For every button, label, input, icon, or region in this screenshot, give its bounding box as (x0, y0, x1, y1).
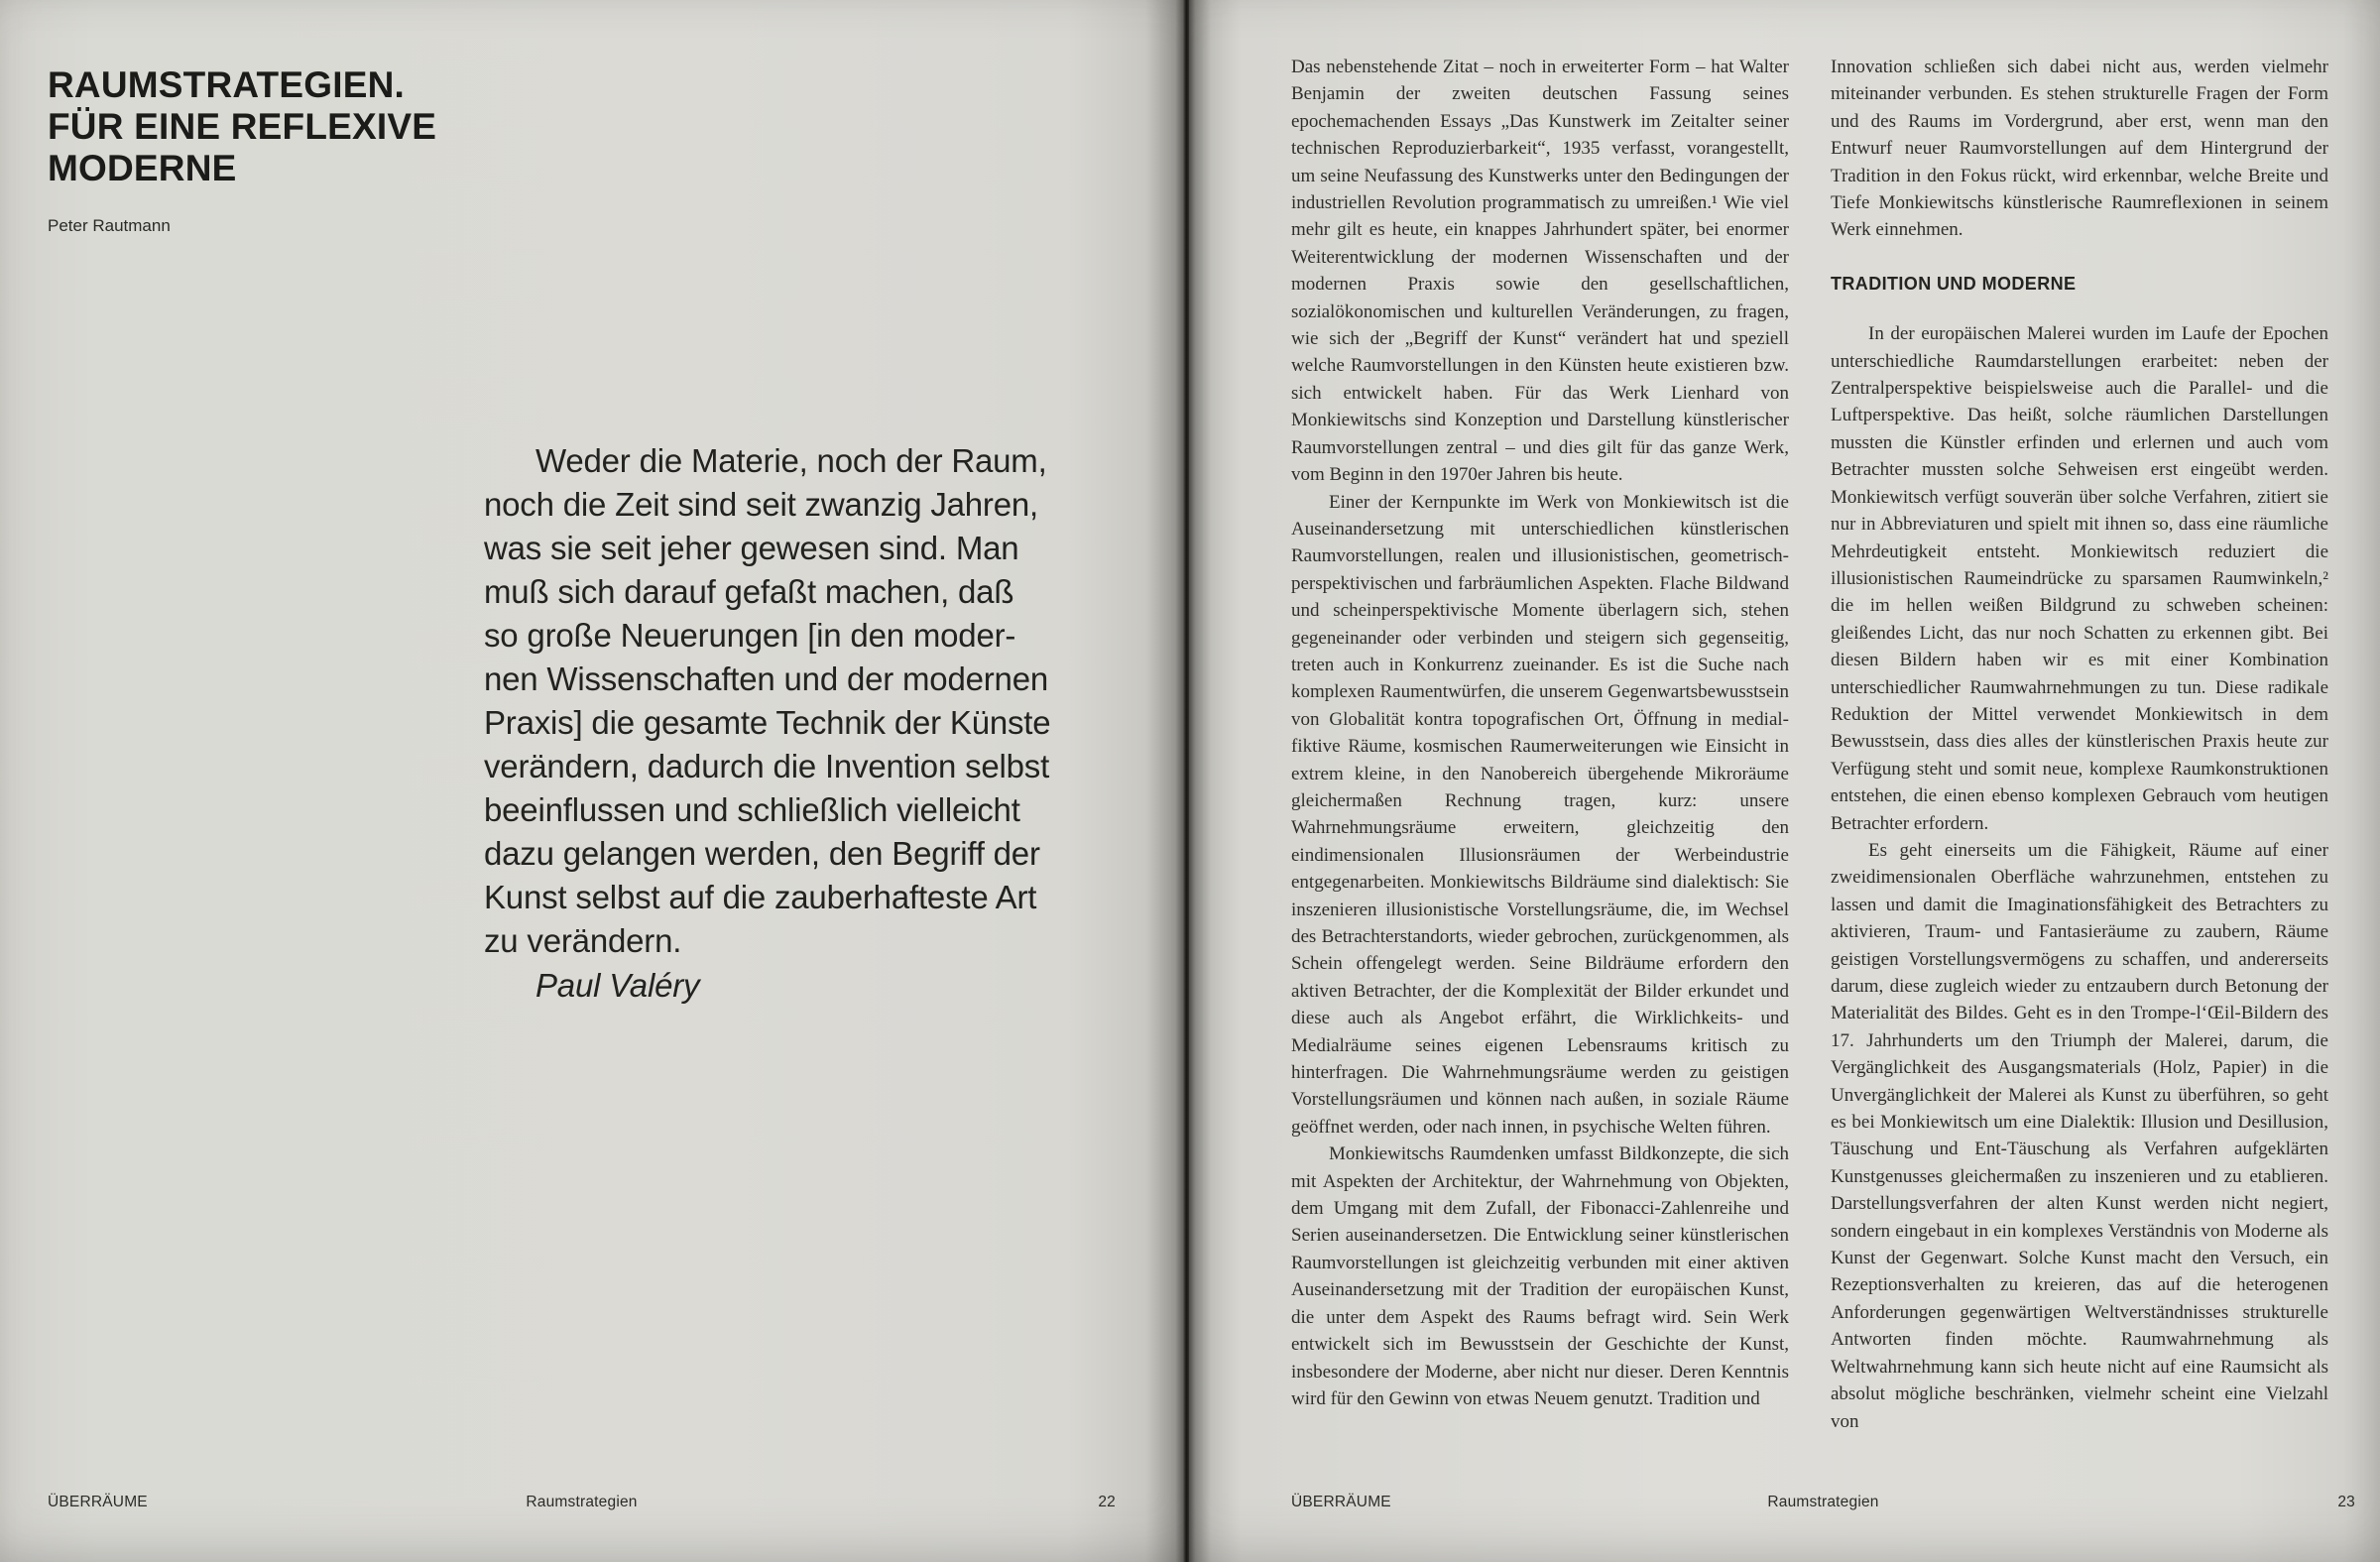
quote-line: was sie seit jeher gewesen sind. Man (484, 530, 1019, 566)
footer-section-label: ÜBERRÄUME (48, 1494, 148, 1510)
running-footer (48, 1494, 1116, 1513)
section-heading: TRADITION UND MODERNE (1831, 273, 2077, 294)
page-right (1187, 0, 2380, 1562)
body-paragraph: Das nebenstehende Zitat – noch in erweiterter Form – hat Walter Benjamin der zweiten deutschen Fassung seines epochemachenden Essays „Das Kunstwerk im Zeitalter seiner technischen Reproduzierbarkeit“, 1935 verfasst, vorangestellt, um seine Neufassung des Kunstwerks unter den Bedingungen der industriellen Revolution programmatisch zu umreißen.¹ Wie viel mehr gilt es heute, ein knappes Jahrhundert später, bei enormer Weiterentwicklung der modernen Wissenschaften und der modernen Praxis sowie den gesellschaftlichen, sozialökonomischen und kulturellen Veränderungen, zu fragen, wie sich der „Begriff der Kunst“ verändert hat und speziell welche Raumvorstellungen in den Künsten heute existieren bzw. sich entwickelt haben. Für das Werk Lienhard von Monkiewitschs sind Konzeption und Darstellung künstlerischer Raumvorstellungen zentral – und dies gilt für das ganze Werk, vom Beginn in den 1970er Jahren bis heute. (1291, 57, 1789, 486)
quote-line: beeinflussen und schließlich vielleicht (484, 791, 1020, 828)
text-column-2 (1831, 54, 2328, 1435)
quote-line: muß sich darauf gefaßt machen, daß (484, 573, 1014, 610)
body-paragraph: Einer der Kernpunkte im Werk von Monkiewitsch ist die Auseinandersetzung mit unterschiedlichen künstlerischen Raumvorstellungen, realen und illusionistischen, geometrisch-perspektivischen und farbräumlichen Aspekten. Flache Bildwand und scheinperspektivische Momente überlagern sich, stehen gegeneinander oder verbinden und steigern sich gegenseitig, treten auch in Konkurrenz zueinander. Es ist die Suche nach komplexen Raumentwürfen, die unserem Gegenwartsbewusstsein von Globalität kontra topografischen Ort, Öffnung in medial-fiktive Räume, kosmischen Raumerweiterungen wie Einsicht in extrem kleine, in den Nanobereich übergehende Mikroräume gleichermaßen Rechnung tragen, kurz: unsere Wahrnehmungsräume erweitern, gleichzeitig den eindimensionalen Illusionsräumen der Werbeindustrie entgegenarbeiten. Monkiewitschs Bildräume sind dialektisch: Sie inszenieren illusionistische Vorstellungsräume, die, im Wechsel des Betrachterstandorts, wieder gebrochen, zurückgenommen, als Schein offengelegt werden. Seine Bildräume erfordern den aktiven Betrachter, der die Komplexität der Bilder erkundet und diese auch als Angebot erfährt, die Wirklichkeits- und Medialräume seines eigenen Lebensraums kritisch zu hinterfragen. Die Wahrnehmungsräume werden zu geistigen Vorstellungsräumen und können nach außen, in soziale Räume geöffnet werden, oder nach innen, in psychische Welten führen. (1291, 491, 1789, 1138)
footer-chapter-label: Raumstrategien (526, 1494, 638, 1510)
running-footer (1291, 1494, 2355, 1513)
quote-line: Kunst selbst auf die zauberhafteste Art (484, 879, 1037, 915)
book-gutter-seam (1183, 0, 1189, 1562)
footer-section-label: ÜBERRÄUME (1291, 1494, 1391, 1510)
body-paragraph: Monkiewitschs Raumdenken umfasst Bildkonzepte, die sich mit Aspekten der Architektur, der Wahrnehmung von Objekten, dem Umgang mit dem Zufall, der Fibonacci-Zahlenreihe und Serien auseinandersetzen. Die Entwicklung seiner künstlerischen Raumvorstellungen ist gleichzeitig verbunden mit einer aktiven Auseinandersetzung mit der Tradition der europäischen Kunst, die unter dem Aspekt des Raums befragt wird. Sein Werk entwickelt sich im Bewusstsein der Geschichte der Kunst, insbesondere der Moderne, aber nicht nur dieser. Deren Kenntnis wird für den Gewinn von etwas Neuem genutzt. Tradition und (1291, 1143, 1789, 1409)
page-left (0, 0, 1187, 1562)
footer-chapter-label: Raumstrategien (1767, 1494, 1879, 1510)
author-name: Peter Rautmann (48, 216, 171, 235)
title-line: RAUMSTRATEGIEN. (48, 63, 405, 105)
essay-title (48, 64, 436, 189)
quote-line: so große Neuerungen [in den moder- (484, 617, 1016, 654)
pull-quote (484, 439, 1138, 1008)
quote-line: zu verändern. (484, 922, 682, 959)
footer-page-number: 22 (1098, 1494, 1116, 1510)
quote-line: Praxis] die gesamte Technik der Künste (484, 704, 1051, 741)
quote-line: dazu gelangen werden, den Begriff der (484, 835, 1040, 872)
quote-line: noch die Zeit sind seit zwanzig Jahren, (484, 486, 1039, 523)
text-column-1 (1291, 54, 1789, 1412)
title-line: FÜR EINE REFLEXIVE (48, 105, 437, 147)
body-paragraph: In der europäischen Malerei wurden im Laufe der Epochen unterschiedliche Raumdarstellungen erarbeitet: neben der Zentralperspektive beispielsweise auch die Parallel- und die Luftperspektive. Das heißt, solche räumlichen Darstellungen mussten die Künstler erfinden und erlernen und auch vom Betrachter mussten solche Sehweisen erst eingeübt werden. Monkiewitsch verfügt souverän über solche Verfahren, zitiert sie nur in Abbreviaturen und spielt mit ihnen so, dass eine räumliche Mehrdeutigkeit entsteht. Monkiewitsch reduziert die illusionistischen Raumeindrücke zu sparsamen Raumwinkeln,² die im hellen weißen Bildgrund zu schweben scheinen: gleißendes Licht, das nur noch Schatten zu erkennen gibt. Bei diesen Bildern haben wir es mit einer Kombination unterschiedlicher Raumwahrnehmungen zu tun. Diese radikale Reduktion der Mittel verwendet Monkiewitsch in dem Bewusstsein, dass dies alles der künstlerischen Praxis heute zur Verfügung steht und somit neue, komplexe Raumkonstruktionen entstehen, die einen ebenso komplexen Gebrauch vom heutigen Betrachter erfordern. (1831, 323, 2328, 834)
title-line: MODERNE (48, 147, 237, 188)
quote-line: verändern, dadurch die Invention selbst (484, 748, 1050, 784)
body-paragraph: Innovation schließen sich dabei nicht aus, werden vielmehr miteinander verbunden. Es stehen strukturelle Fragen der Form und des Raums im Vordergrund, aber erst, wenn man den Entwurf neuer Raumvorstellungen auf dem Hintergrund der Tradition in den Fokus rückt, wird erkennbar, welche Breite und Tiefe Monkiewitschs künstlerische Raumreflexionen in seinem Werk einnehmen. (1831, 57, 2328, 241)
footer-page-number: 23 (2337, 1494, 2355, 1510)
quote-attribution: Paul Valéry (536, 967, 700, 1004)
body-paragraph: Es geht einerseits um die Fähigkeit, Räume auf einer zweidimensionalen Oberfläche wahrzunehmen, entstehen zu lassen und damit die Imaginationsfähigkeit des Betrachters zu aktivieren, Traum- und Fantasieräume zu zaubern, Räume geistigen Vorstellungsvermögens zu schaffen, und andererseits darum, diese zugleich wieder zu entzaubern durch Betonung der Materialität des Bildes. Geht es in den Trompe-l‘Œil-Bildern des 17. Jahrhunderts um den Triumph der Malerei, darum, die Vergänglichkeit des Ausgangsmaterials (Holz, Papier) in die Unvergänglichkeit der Malerei als Kunst zu überführen, so geht es bei Monkiewitsch um eine Dialektik: Illusion und Desillusion, Täuschung und Ent-Täuschung als Verfahren aufgeklärten Kunstgenusses gleichermaßen zu inszenieren und zu etablieren. Darstellungsverfahren der alten Kunst werden nicht negiert, sondern eingebaut in ein komplexes Verständnis von Moderne als Kunst der Gegenwart. Solche Kunst macht den Versuch, ein Rezeptionsverhalten zu kreieren, das auf die heterogenen Anforderungen gegenwärtigen Weltverständnisses strukturelle Antworten finden möchte. Raumwahrnehmung als Weltwahrnehmung kann sich heute nicht auf eine Raumsicht als absolut mögliche beschränken, vielmehr scheint eine Vielzahl von (1831, 839, 2328, 1432)
quote-line: nen Wissenschaften und der modernen (484, 661, 1049, 697)
quote-line: Weder die Materie, noch der Raum, (536, 442, 1047, 479)
